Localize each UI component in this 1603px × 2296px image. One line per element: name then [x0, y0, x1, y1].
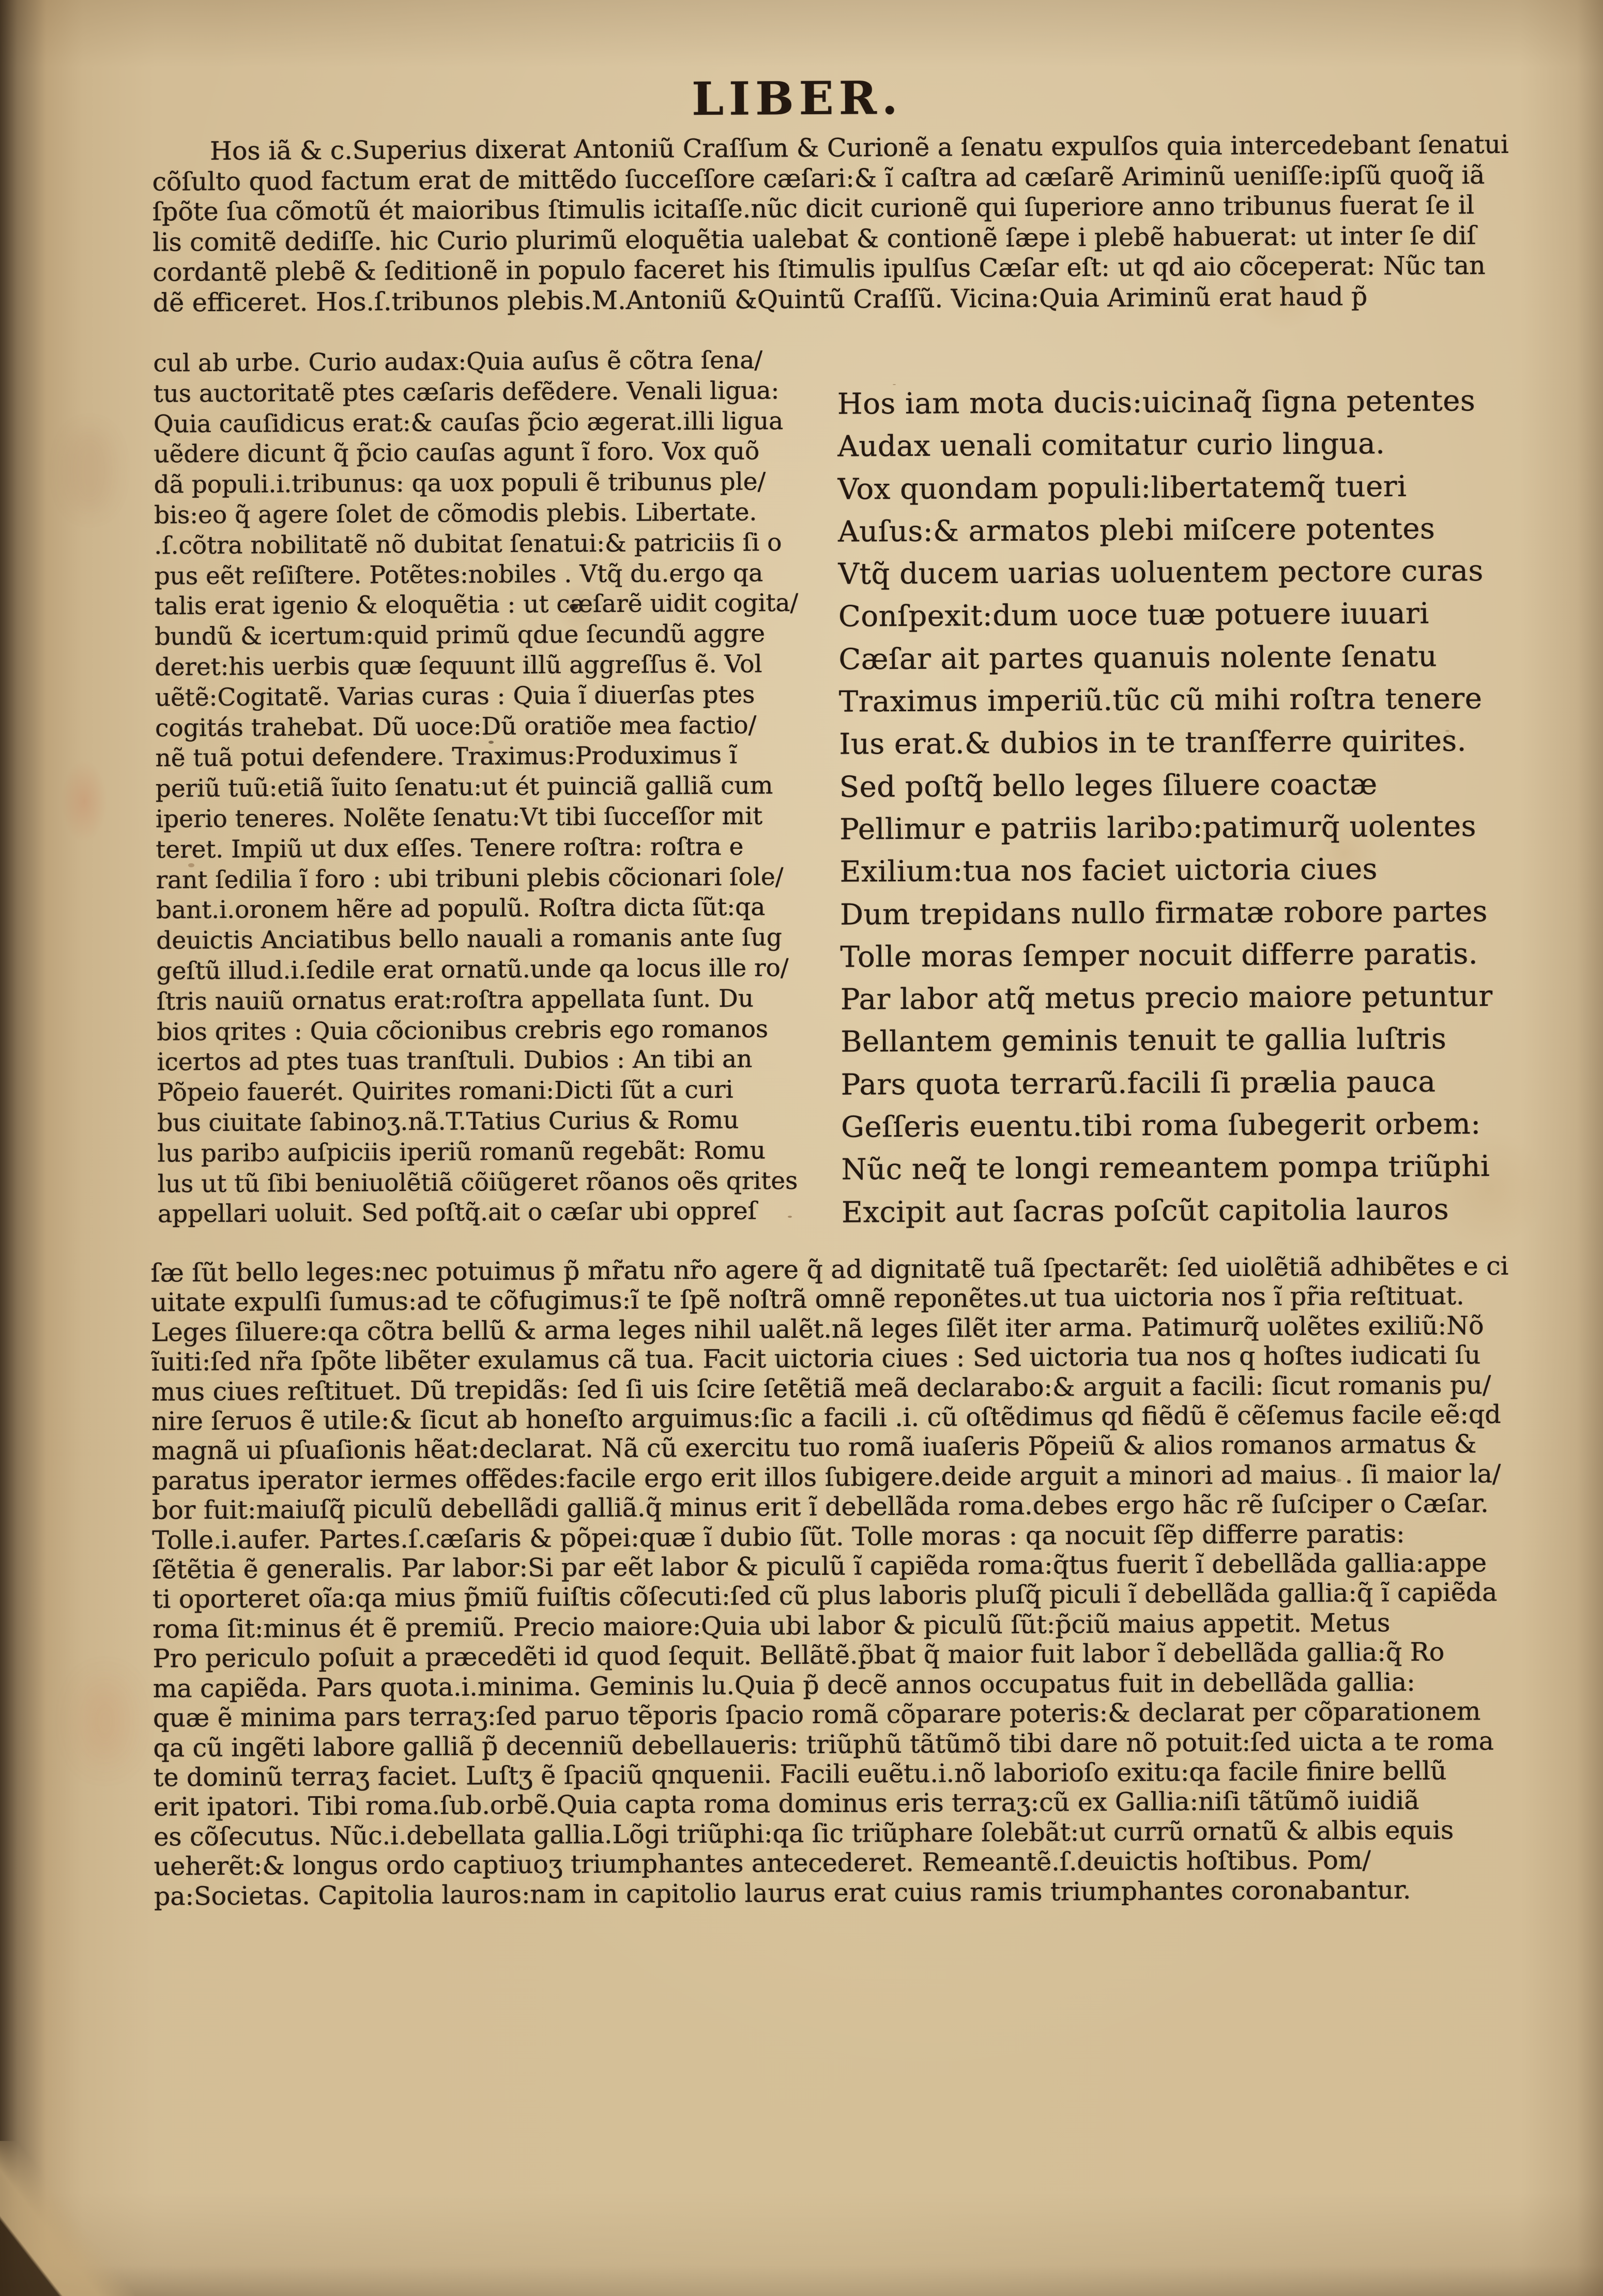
text-line: bor fuit:maiuſq̃ piculũ debellãdi galliã.q̃ minus erit ĩ debellãda roma.debes ergo hãc rẽ ſuſciper o Cæſar. [151, 1489, 1489, 1525]
text-line: qa cũ ingẽti labore galliã p̃ decenniũ debellaueris: triũphũ tãtũmõ tibi dare nõ potuit:ſed uicta a te roma [153, 1726, 1494, 1763]
text-line: dã populi.i.tribunus: qa uox populi ẽ tribunus ple/ [154, 467, 766, 499]
text-line: Põpeio fauerét. Quirites romani:Dicti ſũt a curi [157, 1075, 734, 1107]
text-line: Par labor atq̃ metus precio maiore petuntur [840, 979, 1493, 1017]
text-line: ſpõte ſua cõmotũ ét maioribus ſtimulis icitaſſe.nũc dicit curionẽ qui ſuperiore anno tribunus fuerat ſe il [152, 190, 1475, 227]
text-line: cogitás trahebat. Dũ uoce:Dũ oratiõe mea factio/ [155, 711, 757, 743]
text-line: lus paribɔ auſpiciis iperiũ romanũ regebãt: Romu [157, 1136, 766, 1168]
text-line: Audax uenali comitatur curio lingua. [837, 427, 1385, 464]
text-line: bis:eo q̃ agere ſolet de cõmodis plebis. Libertate. [154, 498, 757, 530]
commentary-left-column [153, 345, 810, 1230]
text-line: cõſulto quod factum erat de mittẽdo ſucceſſore cæſari:& ĩ caſtra ad cæſarẽ Ariminũ ueniſſe:ipſũ quoq̃ iã [152, 160, 1485, 197]
text-line: es cõſecutus. Nũc.i.debellata gallia.Lõgi triũphi:qa ſic triũphare ſolebãt:ut currũ ornatũ & albis equis [154, 1815, 1454, 1852]
text-line: nẽ tuã potui defendere. Traximus:Produximus ĩ [155, 741, 737, 773]
text-line: Pars quota terrarũ.facili ſi prælia pauca [841, 1065, 1436, 1102]
text-line: Hos iam mota ducis:uicinaq̃ ſigna petentes [837, 384, 1476, 421]
text-line: erit ipatori. Tibi roma.ſub.orbẽ.Quia capta roma dominus eris terraʒ:cũ ex Gallia:niſi tãtũmõ iuidiã [153, 1786, 1419, 1822]
text-line: deret:his uerbis quæ ſequunt illũ aggreſſus ẽ. Vol [155, 650, 762, 682]
text-line: teret. Impiũ ut dux eſſes. Tenere roſtra: roſtra e [156, 832, 744, 864]
text-line: appellari uoluit. Sed poſtq̃.ait o cæſar ubi oppreſ [157, 1197, 757, 1229]
text-line: Bellantem geminis tenuit te gallia luſtris [841, 1022, 1447, 1060]
text-line: lis comitẽ dediſſe. hic Curio plurimũ eloquẽtia ualebat & contionẽ ſæpe i plebẽ habuerat: ut inter ſe diſ [152, 220, 1476, 257]
text-line: ti oporteret oĩa:qa mius p̃miũ fuiſtis cõſecuti:ſed cũ plus laboris pluſq̃ piculi ĩ debellãda gallia:q̃ ĩ capiẽda [152, 1578, 1498, 1615]
text-line: Geſſeris euentu.tibi roma ſubegerit orbem: [841, 1107, 1481, 1144]
text-line: Vox quondam populi:libertatemq̃ tueri [837, 469, 1407, 507]
text-line: te dominũ terraʒ faciet. Luſtʒ ẽ ſpaciũ qnquenii. Facili euẽtu.i.nõ laborioſo exitu:qa facile finire bellũ [153, 1756, 1447, 1793]
commentary-top-block [152, 129, 1509, 318]
running-title: LIBER. [691, 70, 903, 126]
text-line: periũ tuũ:etiã ĩuito ſenatu:ut ét puinciã galliã cum [155, 771, 773, 803]
text-line: Tolle moras ſemper nocuit differre paratis. [840, 937, 1478, 974]
text-line: cordantẽ plebẽ & ſeditionẽ in populo faceret his ſtimulis ipulſus Cæſar eſt: ut qd aio cõceperat: Nũc tan [152, 251, 1486, 287]
text-line: Excipit aut ſacras poſcũt capitolia lauros [841, 1192, 1449, 1230]
poem-verse-column [837, 380, 1499, 1234]
text-line: tus auctoritatẽ ptes cæſaris defẽdere. Venali ligua: [153, 376, 780, 408]
text-line: ſẽtẽtia ẽ generalis. Par labor:Si par eẽt labor & piculũ ĩ capiẽda roma:q̃tus fuerit ĩ debellãda gallia:appe [152, 1548, 1487, 1585]
text-line: Conſpexit:dum uoce tuæ potuere iuuari [838, 597, 1429, 634]
text-line: bundũ & icertum:quid primũ qdue ſecundũ aggre [154, 619, 765, 651]
text-line: cul ab urbe. Curio audax:Quia auſus ẽ cõtra ſena/ [153, 346, 763, 378]
text-line: dẽ efficeret. Hos.ſ.tribunos plebis.M.Antoniũ &Quintũ Craſſũ. Vicina:Quia Ariminũ erat haud p̃ [152, 281, 1368, 318]
text-line: mus ciues reſtituet. Dũ trepidãs: ſed ſi uis ſcire ſetẽtiã meã declarabo:& arguit a facili: ſicut romanis pu/ [151, 1370, 1491, 1407]
text-line: uẽtẽ:Cogitatẽ. Varias curas : Quia ĩ diuerſas ptes [155, 680, 755, 712]
text-line: rant ſedilia ĩ foro : ubi tribuni plebis cõcionari ſole/ [156, 862, 784, 895]
text-line: Tolle.i.aufer. Partes.ſ.cæſaris & põpei:quæ ĩ dubio ſũt. Tolle moras : qa nocuit ſẽp differre paratis: [152, 1519, 1405, 1555]
text-line: Traximus imperiũ.tũc cũ mihi roſtra tenere [838, 682, 1483, 719]
text-line: deuictis Anciatibus bello nauali a romanis ante ſug [156, 923, 782, 955]
commentary-bottom-block [150, 1251, 1509, 1911]
text-line: talis erat igenio & eloquẽtia : ut cæſarẽ uidit cogita/ [154, 589, 799, 621]
text-line: geſtũ illud.i.ſedile erat ornatũ.unde qa locus ille ro/ [156, 954, 789, 986]
text-line: Nũc neq̃ te longi remeantem pompa triũphi [841, 1150, 1490, 1187]
text-line: Ius erat.& dubios in te tranſferre quirites. [839, 724, 1467, 761]
text-line: Sed poſtq̃ bello leges ſiluere coactæ [839, 767, 1378, 804]
text-line: Pellimur e patriis laribɔ:patimurq̃ uolentes [839, 809, 1476, 847]
text-line: ma capiẽda. Pars quota.i.minima. Geminis lu.Quia p̃ decẽ annos occupatus fuit in debellãda gallia: [152, 1667, 1415, 1704]
text-line: Vtq̃ ducem uarias uoluentem pectore curas [838, 554, 1484, 591]
text-line: ĩuiti:ſed nr̃a ſpõte libẽter exulamus cã tua. Facit uictoria ciues : Sed uictoria tua nos q hoſtes iudicati ſu [151, 1340, 1481, 1377]
text-line: bus ciuitate ſabinoʒ.nã.T.Tatius Curius & Romu [157, 1106, 739, 1138]
text-line: ueherẽt:& longus ordo captiuoʒ triumphantes antecederet. Remeantẽ.ſ.deuictis hoſtibus. Pom/ [154, 1845, 1371, 1881]
text-line: Hos iã & c.Superius dixerat Antoniũ Craſſum & Curionẽ a ſenatu expulſos quia intercedebant ſenatui [210, 129, 1509, 166]
text-line: .ſ.cõtra nobilitatẽ nõ dubitat ſenatui:& patriciis ſi o [154, 528, 782, 560]
text-line: magnã ui pſuaſionis hẽat:declarat. Nã cũ exercitu tuo romã iuaſeris Põpeiũ & alios romanos armatus & [151, 1429, 1477, 1466]
text-line: Exilium:tua nos faciet uictoria ciues [839, 852, 1378, 889]
text-line: uẽdere dicunt q̃ p̃cio cauſas agunt ĩ foro. Vox quõ [154, 437, 760, 469]
text-line: quæ ẽ minima pars terraʒ:ſed paruo tẽporis ſpacio romã cõparare poteris:& declarat per cõparationem [152, 1696, 1481, 1733]
text-line: icertos ad ptes tuas tranſtuli. Dubios : An tibi an [157, 1045, 753, 1077]
text-line: ſtris nauiũ ornatus erat:roſtra appellata ſunt. Du [156, 984, 754, 1016]
text-line: bios qrites : Quia cõcionibus crebris ego romanos [156, 1014, 769, 1047]
text-line: pus eẽt reſiſtere. Potẽtes:nobiles . Vtq̃ du.ergo qa [154, 558, 764, 591]
text-line: ſæ ſũt bello leges:nec potuimus p̃ mr̃atu nr̃o agere q̃ ad dignitatẽ tuã ſpectarẽt: ſed uiolẽtiã adhibẽtes e ci [150, 1251, 1509, 1288]
text-line: Pro periculo poſuit a præcedẽti id quod ſequit. Bellãtẽ.p̃bat q̃ maior fuit labor ĩ debellãda gallia:q̃ Ro [152, 1637, 1445, 1674]
text-line: Cæſar ait partes quanuis nolente ſenatu [838, 639, 1438, 677]
text-line: bant.i.oronem hẽre ad populũ. Roſtra dicta ſũt:qa [156, 893, 766, 925]
text-line: Quia cauſidicus erat:& cauſas p̃cio ægerat.illi ligua [153, 406, 784, 439]
text-line: roma ſit:minus ét ẽ premiũ. Precio maiore:Quia ubi labor & piculũ ſũt:p̃ciũ maius appetit. Metus [152, 1608, 1391, 1644]
text-line: paratus iperator iermes offẽdes:facile ergo erit illos ſubigere.deide arguit a minori ad maius . ſi maior la/ [151, 1459, 1501, 1496]
text-line: iperio teneres. Nolẽte ſenatu:Vt tibi ſucceſſor mit [155, 802, 763, 834]
text-line: nire ſeruos ẽ utile:& ſicut ab honeſto arguimus:ſic a facili .i. cũ oſtẽdimus qd fiẽdũ ẽ cẽſemus facile eẽ:qd [151, 1399, 1501, 1436]
text-line: lus ut tũ ſibi beniuolẽtiã cõiũgeret rõanos oẽs qrites [157, 1166, 798, 1199]
text-line: Leges ſiluere:qa cõtra bellũ & arma leges nihil ualẽt.nã leges ſilẽt iter arma. Patimurq̃ uolẽtes exiliũ:Nõ [151, 1310, 1484, 1348]
text-line: Dum trepidans nullo firmatæ robore partes [839, 894, 1488, 932]
text-line: uitate expulſi ſumus:ad te cõfugimus:ĩ te ſpẽ noſtrã omnẽ reponẽtes.ut tua uictoria nos ĩ pr̃ia reſtituat. [150, 1281, 1464, 1318]
text-line: Auſus:& armatos plebi miſcere potentes [837, 512, 1436, 549]
text-line: pa:Societas. Capitolia lauros:nam in capitolio laurus erat cuius ramis triumphantes coronabantur. [154, 1875, 1411, 1911]
